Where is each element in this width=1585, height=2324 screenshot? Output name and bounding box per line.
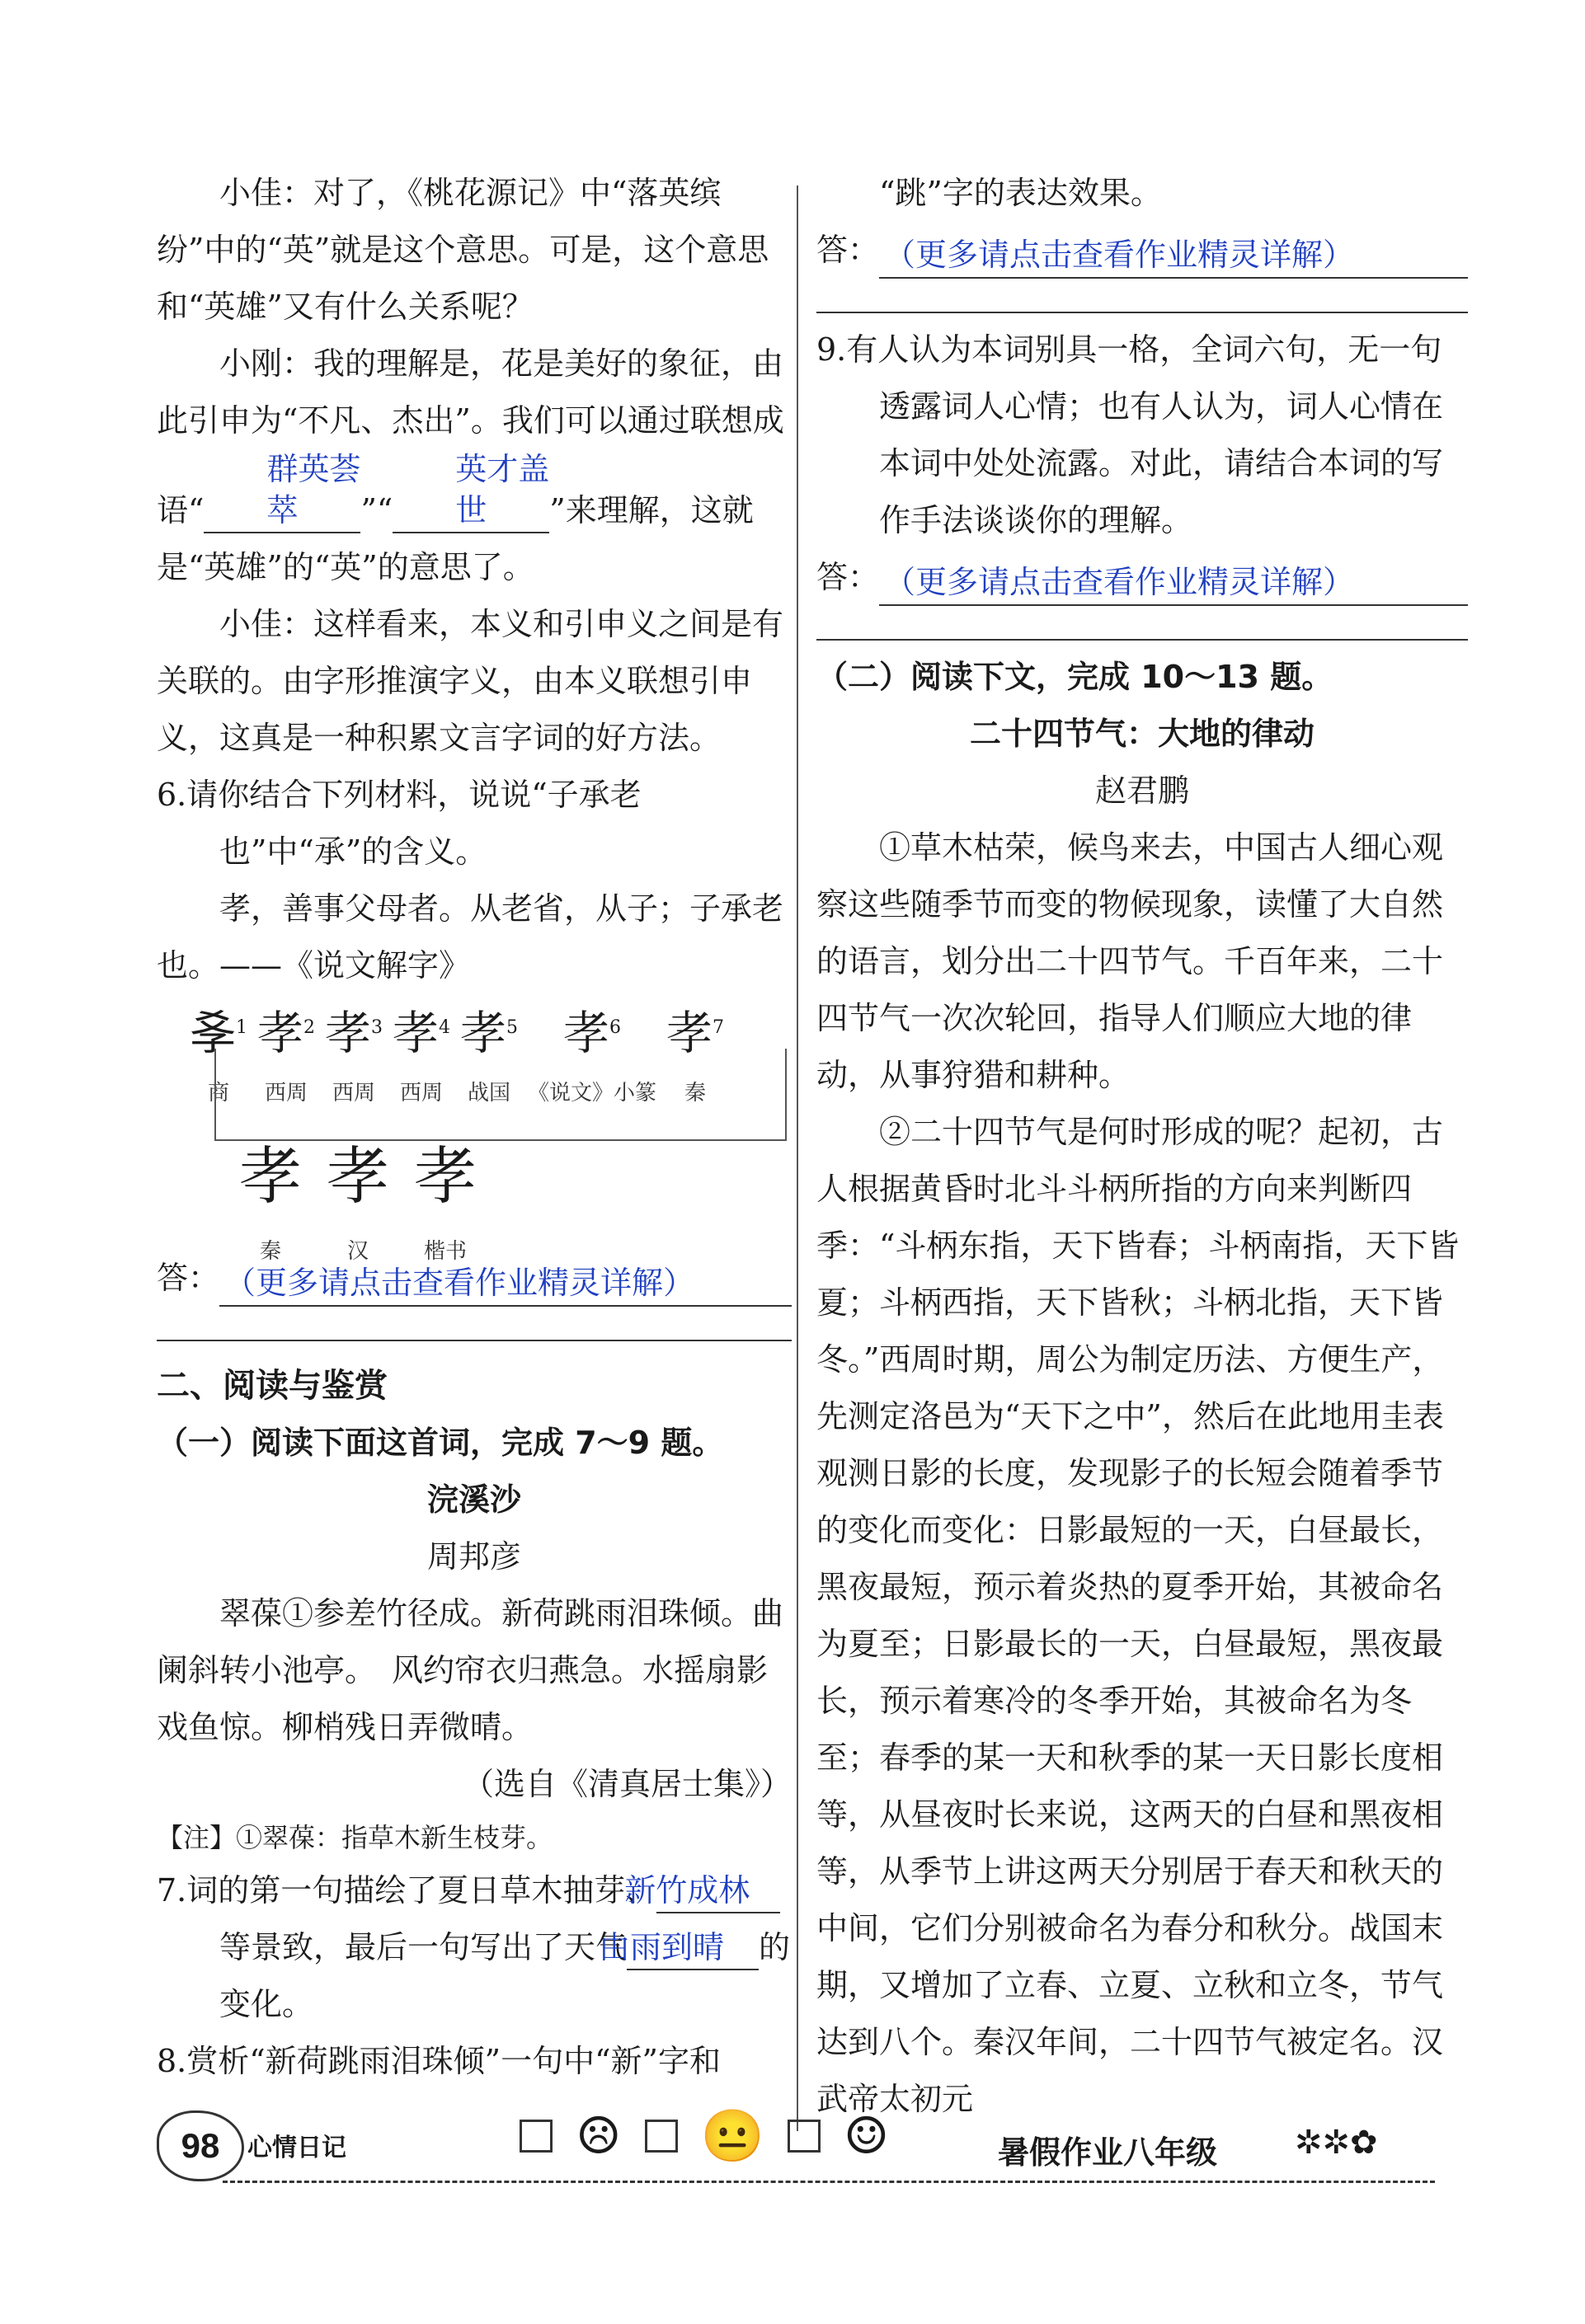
glyph-caption: 战国 — [467, 1079, 510, 1105]
section-heading: 二、阅读与鉴赏 — [157, 1367, 388, 1405]
glyph-char: 孝 — [563, 1007, 609, 1061]
evolution-glyph-large — [327, 1139, 389, 1288]
poem-author: 周邦彦 — [426, 1538, 521, 1575]
glyph-caption: 汉 — [346, 1238, 369, 1263]
glyph-caption: 秦 — [684, 1079, 707, 1105]
glyph-caption: 西周 — [264, 1079, 308, 1105]
poem-title: 浣溪沙 — [426, 1481, 521, 1518]
blank-idiom-1[interactable]: 群英荟萃 — [204, 449, 360, 533]
question-9: 9.有人认为本词别具一格，全词六句，无一句透露词人心情；也有人认为，词人心情在本词中处处流露。对此，请结合本词的写作手法谈谈你的理解。 — [816, 331, 1444, 538]
poem-source: （选自《清真居士集》） — [462, 1766, 792, 1802]
evolution-glyph-large — [414, 1139, 477, 1288]
glyph-char: 孝 — [327, 1139, 389, 1213]
glyph-char: 孝 — [460, 1007, 506, 1061]
answer-line-q8: 答： （更多请点击查看作业精灵详解） — [816, 222, 1468, 279]
blank-q7-2[interactable]: 由雨到晴 — [627, 1927, 759, 1970]
series-title: 暑假作业八年级 — [998, 2134, 1218, 2171]
glyph-char: 𡥈 — [190, 1007, 236, 1061]
question-7: 7.词的第一句描绘了夏日草木抽芽、新竹成林等景致，最后一句写出了天气由雨到晴 的变化。 — [157, 1872, 791, 2022]
mood-checkbox-sad[interactable] — [520, 2120, 553, 2153]
poem-body: 翠葆①参差竹径成。新荷跳雨泪珠倾。曲阑斜转小池亭。 风约帘衣归燕急。水摇扇影戏鱼惊。柳梢残日弄微晴。 — [157, 1595, 784, 1745]
glyph-number: 4 — [439, 1017, 450, 1038]
glyph-char: 孝 — [414, 1139, 477, 1213]
evolution-row-2 — [239, 1139, 477, 1288]
question-8-continued: “跳”字的表达效果。 — [879, 175, 1162, 211]
answer-line-q6: 答： （更多请点击查看作业精灵详解） — [157, 1250, 792, 1307]
glyph-number: 2 — [303, 1017, 315, 1038]
dialog-xiaojia-1: 小佳：对了，《桃花源记》中“落英缤纷”中的“英”就是这个意思。可是，这个意思和“英雄”又有什么关系呢？ — [157, 175, 769, 325]
glyph-char: 孝 — [325, 1007, 371, 1061]
left-column — [157, 165, 792, 2090]
glyph-number: 6 — [609, 1017, 621, 1038]
blank-idiom-2[interactable]: 英才盖世 — [393, 449, 549, 533]
mood-checkbox-neutral[interactable] — [645, 2120, 678, 2153]
answer-line-q9: 答： （更多请点击查看作业精灵详解） — [816, 549, 1468, 606]
question-6-material: 孝，善事父母者。从老省，从子；子承老也。——《说文解字》 — [157, 890, 784, 984]
glyph-caption: 秦 — [259, 1238, 281, 1263]
article-author: 赵君鹏 — [1094, 772, 1189, 809]
question-6: 6.请你结合下列材料，说说“子承老也”中“承”的含义。 — [157, 777, 642, 870]
dialog-xiaogang: 小刚：我的理解是，花是美好的象征，由此引申为“不凡、杰出”。我们可以通过联想成语“群英荟萃 ”“英才盖世 ”来理解，这就是“英雄”的“英”的意思了。 — [157, 345, 784, 585]
blank-q7-1[interactable]: 新竹成林 — [656, 1871, 780, 1913]
glyph-caption: 西周 — [399, 1079, 443, 1105]
footer-dashed-line — [223, 2181, 1435, 2183]
glyph-char: 孝 — [393, 1007, 439, 1061]
glyph-number: 7 — [713, 1017, 725, 1038]
part-2-heading: （二）阅读下文，完成 10～13 题。 — [816, 659, 1333, 695]
poem-note: 【注】①翠葆：指草木新生枝芽。 — [157, 1822, 553, 1853]
answer-link-q6[interactable]: （更多请点击查看作业精灵详解） — [219, 1262, 792, 1307]
glyph-caption: 《说文》小篆 — [528, 1079, 657, 1105]
column-divider — [797, 185, 798, 2131]
glyph-char: 孝 — [666, 1007, 713, 1061]
glyph-char: 孝 — [257, 1007, 303, 1061]
article-paragraph-2: ②二十四节气是何时形成的呢？起初，古人根据黄昏时北斗斗柄所指的方向来判断四季：“斗柄东指，天下皆春；斗柄南指，天下皆夏；斗柄西指，天下皆秋；斗柄北指，天下皆冬。”西周时期，周公为制定历法、方便生产，先测定洛邑为“天下之中”，然后在此地用圭表观测日影的长度，发现影子的长短会随着季节的变化而变化：日影最短的一天，白昼最长，黑夜最短，预示着炎热的夏季开始，其被命名为夏至；日影最长的一天，白昼最短，黑夜最长，预示着寒冷的冬季开始，其被命名为冬至；春季的某一天和秋季的某一天日影长度相等，从昼夜时长来说，这两天的白昼和黑夜相等，从季节上讲这两天分别居于春天和秋天的中间，它们分别被命名为春分和秋分。战国末期，又增加了立春、立夏、立秋和立冬，节气达到八个。秦汉年间，二十四节气被定名。汉武帝太初元 — [816, 1114, 1460, 2117]
glyph-number: 1 — [236, 1017, 247, 1038]
dialog-xiaojia-2: 小佳：这样看来，本义和引申义之间是有关联的。由字形推演字义，由本义联想引申义，这真是一种积累文言字词的好方法。 — [157, 606, 784, 756]
right-column — [816, 165, 1468, 2128]
part-1-heading: （一）阅读下面这首词，完成 7～9 题。 — [157, 1425, 724, 1461]
mood-checkbox-happy[interactable] — [788, 2120, 821, 2153]
mood-diary-label: 心情日记 — [247, 2134, 346, 2162]
flower-icon: ✲✲✿ — [1295, 2124, 1378, 2162]
evolution-glyph-large — [239, 1139, 302, 1288]
happy-face-icon: ☺ — [843, 2106, 890, 2166]
glyph-caption: 商 — [207, 1079, 229, 1105]
answer-extra-line-q8 — [816, 279, 1468, 313]
article-title: 二十四节气：大地的律动 — [969, 716, 1315, 752]
answer-link-q9[interactable]: （更多请点击查看作业精灵详解） — [879, 561, 1468, 606]
glyph-caption: 楷书 — [423, 1238, 467, 1263]
page-number: 98 — [157, 2110, 244, 2181]
mood-selector — [520, 2106, 890, 2166]
article-paragraph-1: ①草木枯荣，候鸟来去，中国古人细心观察这些随季节而变的物候现象，读懂了大自然的语言，划分出二十四节气。千百年来，二十四节气一次次轮回，指导人们顺应大地的律动，从事狩猎和耕种。 — [816, 829, 1444, 1093]
neutral-face-icon: 😐 — [700, 2106, 764, 2166]
character-evolution-figure — [190, 999, 792, 1263]
sad-face-icon: ☹ — [576, 2106, 622, 2166]
answer-link-q8[interactable]: （更多请点击查看作业精灵详解） — [879, 234, 1468, 279]
answer-extra-line — [157, 1307, 792, 1341]
glyph-number: 5 — [506, 1017, 518, 1038]
evolution-bracket — [214, 1049, 787, 1141]
glyph-char: 孝 — [239, 1139, 302, 1213]
glyph-number: 3 — [371, 1017, 383, 1038]
question-8: 8.赏析“新荷跳雨泪珠倾”一句中“新”字和 — [157, 2043, 721, 2079]
page-footer — [140, 2094, 1468, 2201]
answer-extra-line-q9 — [816, 606, 1468, 641]
glyph-caption: 西周 — [332, 1079, 375, 1105]
